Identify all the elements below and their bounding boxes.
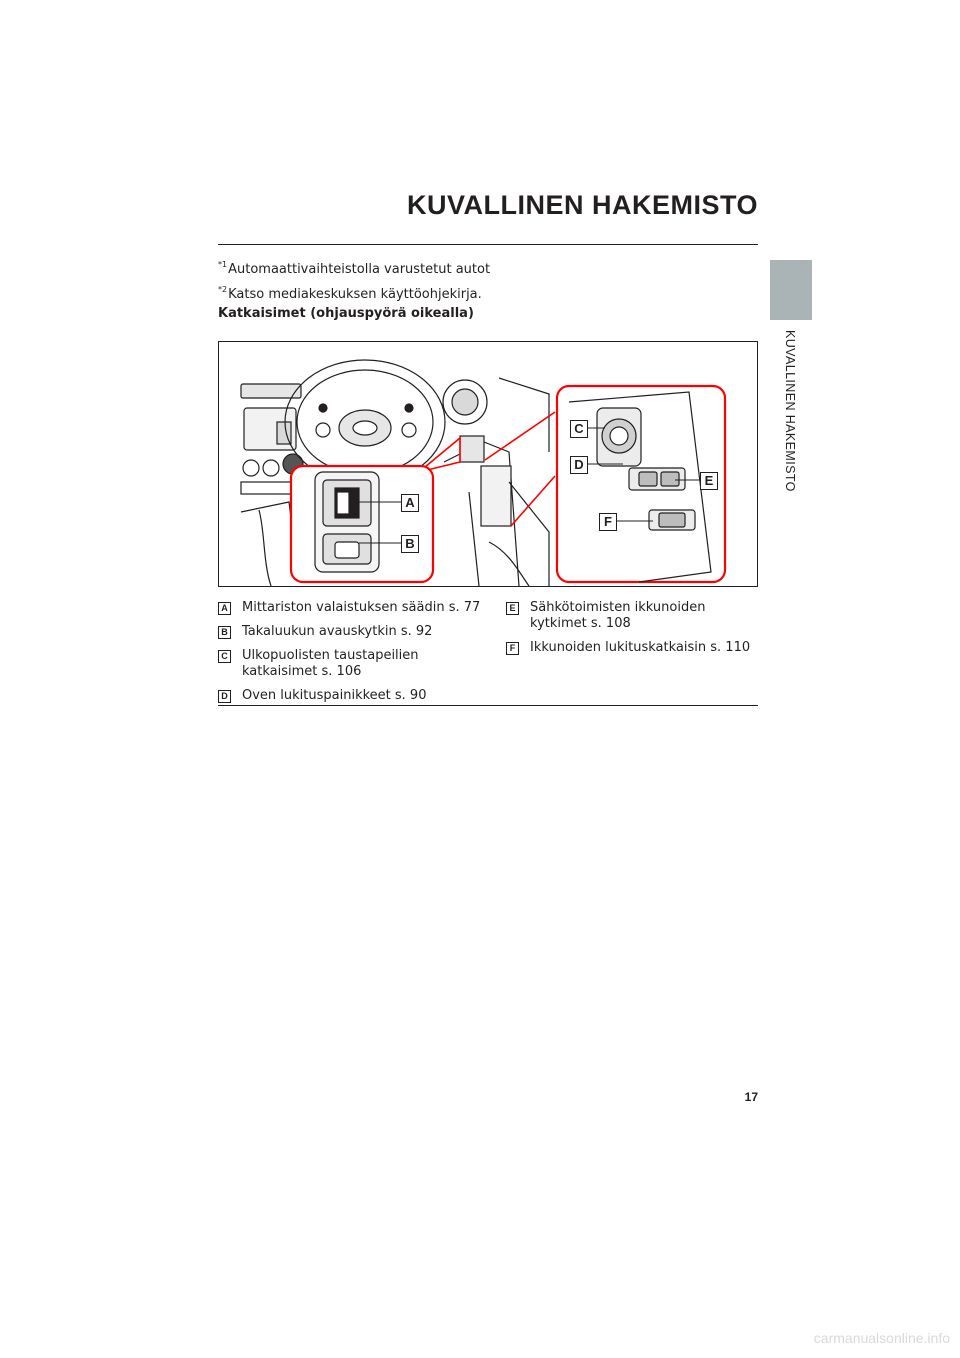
legend-text: Ikkunoiden lukituskatkaisin s. 110 <box>530 640 751 655</box>
legend-text: Ulkopuolisten taustapeilien katkaisimet s. 106 <box>242 648 419 679</box>
legend-item <box>218 624 483 640</box>
header-rule <box>218 244 758 245</box>
section-tab <box>770 260 812 320</box>
legend-text: Takaluukun avauskytkin s. 92 <box>242 624 433 639</box>
legend-text: Sähkötoimisten ikkunoiden kytkimet s. 108 <box>530 600 706 631</box>
callout-f: F <box>599 513 617 531</box>
leader-lines <box>219 342 757 586</box>
footnote-text: Automaattivaihteistolla varustetut autot <box>228 262 491 277</box>
callout-c: C <box>570 420 588 438</box>
legend-item <box>218 600 483 616</box>
section-tab-label: KUVALLINEN HAKEMISTO <box>783 330 797 492</box>
legend-key: B <box>218 626 231 639</box>
legend-key: D <box>218 690 231 703</box>
legend-item <box>218 648 483 680</box>
page-number: 17 <box>744 1090 758 1104</box>
legend-key: F <box>506 642 519 655</box>
legend-text: Oven lukituspainikkeet s. 90 <box>242 688 427 703</box>
footnote-mark: *2 <box>218 285 228 294</box>
footnote-1 <box>218 257 490 278</box>
legend-key: E <box>506 602 519 615</box>
section-heading: Katkaisimet (ohjauspyörä oikealla) <box>218 306 474 321</box>
legend-key: C <box>218 650 231 663</box>
footnote-text: Katso mediakeskuksen käyttöohjekirja. <box>228 287 482 302</box>
callout-a: A <box>401 494 419 512</box>
legend-right <box>506 600 761 664</box>
legend-left <box>218 600 483 712</box>
section-bottom-rule <box>218 705 758 706</box>
page-title: KUVALLINEN HAKEMISTO <box>406 190 758 220</box>
footnote-mark: *1 <box>218 260 228 269</box>
footnote-2 <box>218 282 482 303</box>
legend-item <box>506 600 761 632</box>
switches-illustration <box>218 341 758 587</box>
watermark: carmanualsonline.info <box>813 1330 950 1346</box>
legend-item <box>218 688 483 704</box>
callout-d: D <box>570 456 588 474</box>
legend-item <box>506 640 761 656</box>
legend-text: Mittariston valaistuksen säädin s. 77 <box>242 600 481 615</box>
callout-b: B <box>401 535 419 553</box>
callout-e: E <box>700 472 718 490</box>
legend-key: A <box>218 602 231 615</box>
